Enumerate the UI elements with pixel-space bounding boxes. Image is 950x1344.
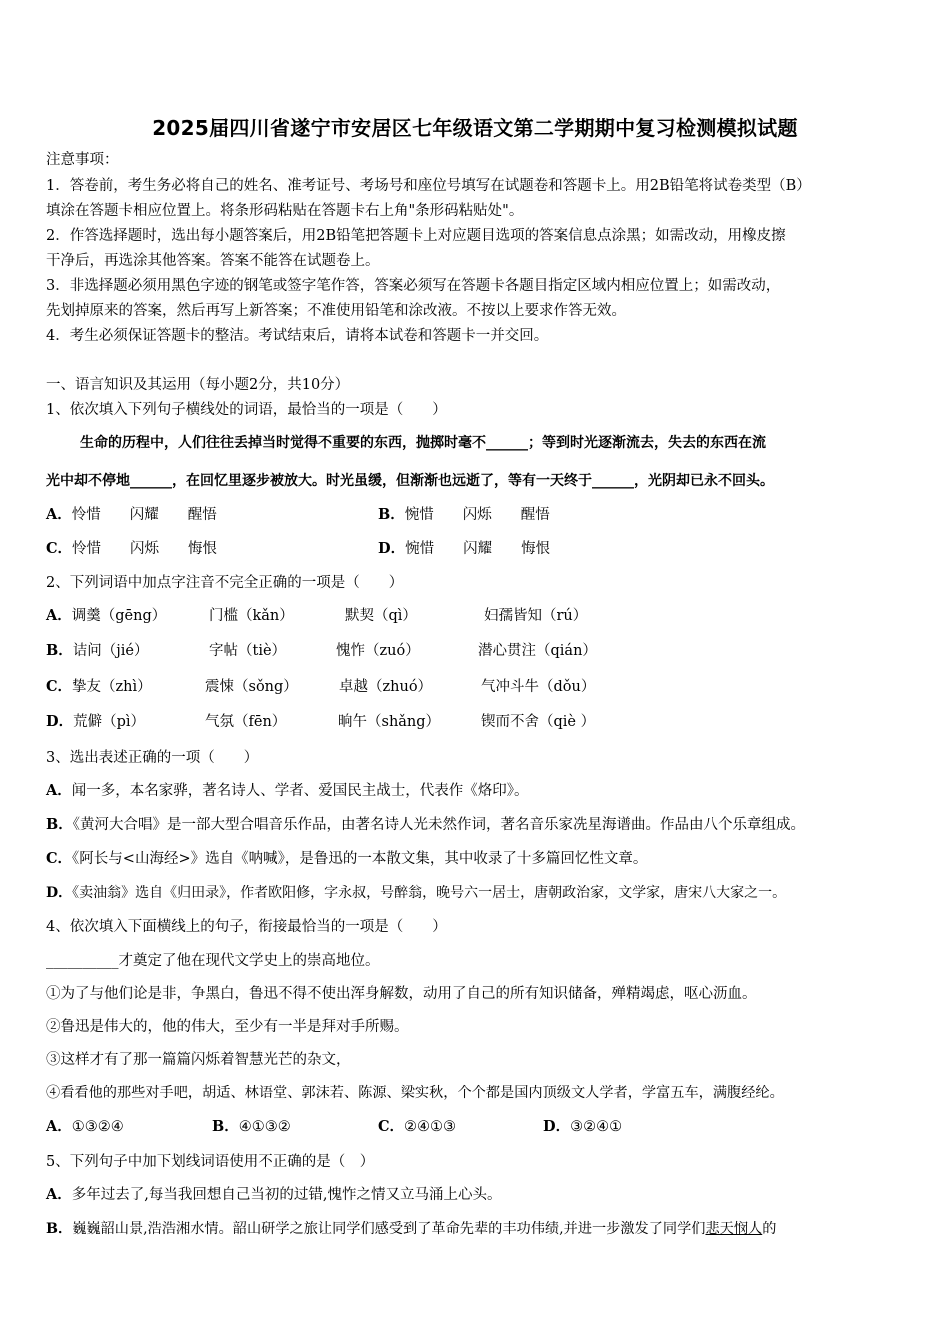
page-title: 2025届四川省遂宁市安居区七年级语文第二学期期中复习检测模拟试题 xyxy=(152,116,798,140)
option-text: 巍巍韶山景,浩浩湘水情。韶山研学之旅让同学们感受到了革命先辈的丰功伟绩,并进一步激发了同学们 xyxy=(72,1221,706,1237)
question-4-option-c[interactable] xyxy=(378,1117,456,1137)
option-item: 潜心贯注（qián） xyxy=(478,643,597,659)
notice-line: 4．考生必须保证答题卡的整洁。考试结束后，请将本试卷和答题卡一并交回。 xyxy=(46,328,549,344)
question-3-option-a[interactable] xyxy=(46,781,529,801)
option-key: B． xyxy=(46,642,73,659)
option-key: A． xyxy=(46,506,72,523)
question-4-blank-line: __________才奠定了他在现代文学史上的崇高地位。 xyxy=(46,953,380,969)
option-text: 怜惜 闪耀 醒悟 xyxy=(71,507,217,523)
option-item: 荒僻（pì） xyxy=(73,714,145,730)
question-4-option-a[interactable] xyxy=(46,1117,124,1137)
question-1-stem: 1、依次填入下列句子横线处的词语，最恰当的一项是（ ） xyxy=(46,402,447,418)
question-3-stem: 3、选出表述正确的一项（ ） xyxy=(46,750,259,766)
question-1-passage: 光中却不停地______，在回忆里逐步被放大。时光虽缓，但渐渐也远逝了，等有一天终于______，光阴却已永不回头。 xyxy=(46,473,774,489)
notice-line: 填涂在答题卡相应位置上。将条形码粘贴在答题卡右上角"条形码粘贴处"。 xyxy=(46,203,524,219)
option-item: 卓越（zhuó） xyxy=(339,679,433,695)
option-key: B． xyxy=(46,1221,73,1237)
question-1-passage: 生命的历程中，人们往往丢掉当时觉得不重要的东西，抛掷时毫不______；等到时光逐渐流去，失去的东西在流 xyxy=(80,435,766,451)
question-2-option-a[interactable] xyxy=(46,606,166,626)
question-3-option-b[interactable] xyxy=(46,815,805,835)
notice-heading: 注意事项： xyxy=(46,152,119,168)
option-text: 闻一多，本名家骅，著名诗人、学者、爱国民主战士，代表作《烙印》。 xyxy=(71,783,529,799)
option-key: D． xyxy=(46,713,74,730)
notice-line: 先划掉原来的答案，然后再写上新答案；不准使用铅笔和涂改液。不按以上要求作答无效。 xyxy=(46,303,626,319)
option-key: D． xyxy=(543,1118,571,1135)
question-4-sentence: ④看看他的那些对手吧，胡适、林语堂、郭沫若、陈源、梁实秋，个个都是国内顶级文人学者，学富五车，满腹经纶。 xyxy=(46,1085,784,1101)
option-item: 气冲斗牛（dǒu） xyxy=(481,679,596,695)
option-item: 挚友（zhì） xyxy=(72,679,152,695)
option-text: 《阿长与<山海经>》选自《呐喊》，是鲁迅的一本散文集，其中收录了十多篇回忆性文章。 xyxy=(72,851,648,867)
option-key: B． xyxy=(378,506,405,523)
question-1-option-a[interactable] xyxy=(46,505,217,525)
option-key: C． xyxy=(378,1118,405,1135)
notice-line: 2．作答选择题时，选出每小题答案后，用2B铅笔把答题卡上对应题目选项的答案信息点涂黑；如需改动，用橡皮擦 xyxy=(46,228,786,244)
question-5-option-a[interactable] xyxy=(46,1185,501,1205)
option-key: A． xyxy=(46,782,72,799)
question-1-option-b[interactable] xyxy=(378,505,550,525)
question-2-stem: 2、下列词语中加点字注音不完全正确的一项是（ ） xyxy=(46,575,404,591)
question-4-stem: 4、依次填入下面横线上的句子，衔接最恰当的一项是（ ） xyxy=(46,919,447,935)
option-item: 锲而不舍（qiè ） xyxy=(481,714,596,730)
option-item: 字帖（tiè） xyxy=(209,643,287,659)
option-item: 晌午（shǎng） xyxy=(338,714,441,730)
notice-line: 3．非选择题必须用黑色字迹的钢笔或签字笔作答，答案必须写在答题卡各题目指定区域内相应位置上；如需改动， xyxy=(46,278,781,294)
question-5-option-b[interactable] xyxy=(46,1219,776,1239)
option-item: 妇孺皆知（rú） xyxy=(484,608,588,624)
question-5-stem: 5、下列句子中加下划线词语使用不正确的是（ ） xyxy=(46,1154,375,1170)
option-key: A． xyxy=(46,607,72,624)
question-1-option-c[interactable] xyxy=(46,539,217,559)
question-3-option-c[interactable] xyxy=(46,849,647,869)
option-key: A． xyxy=(46,1118,72,1135)
question-2-option-c[interactable] xyxy=(46,677,152,697)
option-key: D． xyxy=(46,885,73,901)
option-text: ③②④① xyxy=(570,1119,623,1135)
option-item: 愧怍（zuó） xyxy=(336,643,420,659)
question-1-option-d[interactable] xyxy=(378,539,550,559)
option-text: ②④①③ xyxy=(404,1119,457,1135)
option-text: 的 xyxy=(762,1221,777,1237)
question-4-option-d[interactable] xyxy=(543,1117,622,1137)
option-text: ④①③② xyxy=(238,1119,291,1135)
option-key: D． xyxy=(378,540,406,557)
option-item: 诘问（jié） xyxy=(72,643,149,659)
question-4-sentence: ②鲁迅是伟大的，他的伟大，至少有一半是拜对手所赐。 xyxy=(46,1019,409,1035)
option-key: B． xyxy=(46,816,73,833)
option-text: ①③②④ xyxy=(71,1119,124,1135)
option-key: C． xyxy=(46,850,73,867)
question-3-option-d[interactable] xyxy=(46,883,786,903)
option-text: 惋惜 闪耀 悔恨 xyxy=(405,541,551,557)
option-item: 默契（qì） xyxy=(345,608,417,624)
option-text: 《卖油翁》选自《归田录》，作者欧阳修，字永叔，号醉翁，晚号六一居士，唐朝政治家，文学家，唐宋八大家之一。 xyxy=(72,885,787,901)
option-item: 气氛（fēn） xyxy=(205,714,287,730)
question-4-sentence: ③这样才有了那一篇篇闪烁着智慧光芒的杂文， xyxy=(46,1052,351,1068)
option-item: 门槛（kǎn） xyxy=(209,608,294,624)
notice-line: 1．答卷前，考生务必将自己的姓名、准考证号、考场号和座位号填写在试题卷和答题卡上。用2B铅笔将试卷类型（B） xyxy=(46,178,811,194)
question-4-sentence: ①为了与他们论是非，争黑白，鲁迅不得不使出浑身解数，动用了自己的所有知识储备，殚精竭虑，呕心沥血。 xyxy=(46,986,757,1002)
option-key: A． xyxy=(46,1186,72,1203)
underlined-phrase: 悲天悯人 xyxy=(705,1221,763,1237)
option-key: B． xyxy=(212,1118,239,1135)
option-key: C． xyxy=(46,540,73,557)
option-item: 震悚（sǒng） xyxy=(205,679,298,695)
option-text: 多年过去了,每当我回想自己当初的过错,愧怍之情又立马涌上心头。 xyxy=(71,1187,502,1203)
question-2-option-b[interactable] xyxy=(46,641,148,661)
notice-line: 干净后，再选涂其他答案。答案不能答在试题卷上。 xyxy=(46,253,380,269)
section-heading: 一、语言知识及其运用（每小题2分，共10分） xyxy=(46,377,350,393)
option-text: 《黄河大合唱》是一部大型合唱音乐作品，由著名诗人光未然作词，著名音乐家冼星海谱曲。作品由八个乐章组成。 xyxy=(72,817,806,833)
option-item: 调羹（gēng） xyxy=(71,608,167,624)
option-text: 怜惜 闪烁 悔恨 xyxy=(72,541,218,557)
option-text: 惋惜 闪烁 醒悟 xyxy=(404,507,550,523)
question-2-option-d[interactable] xyxy=(46,712,145,732)
option-key: C． xyxy=(46,678,73,695)
question-4-option-b[interactable] xyxy=(212,1117,291,1137)
